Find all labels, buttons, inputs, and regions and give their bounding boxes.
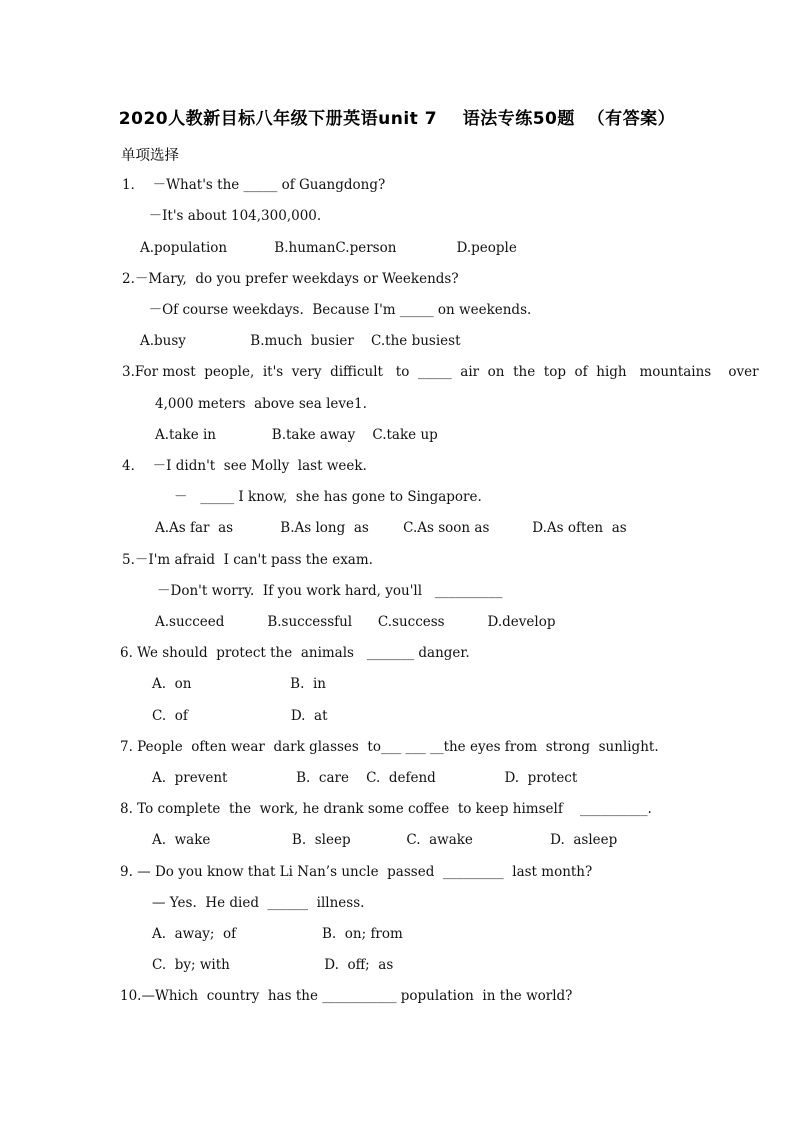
question-8-options: A. wake B. sleep C. awake D. asleep [152, 832, 618, 848]
question-8-stem: 8. To complete the work, he drank some coffee to keep himself __________. [120, 801, 652, 817]
question-5-answer-line: －Don't worry. If you work hard, you'll __________ [157, 583, 503, 599]
question-4-stem: 4． －I didn't see Molly last week. [122, 458, 367, 474]
question-1-options: A.population B.humanC.person D.people [140, 240, 517, 256]
question-9-options-row-2: C. by; with D. off; as [152, 957, 394, 973]
question-6-options-row-1: A. on B. in [152, 676, 326, 692]
question-6-stem: 6. We should protect the animals _______ danger. [120, 645, 470, 661]
question-5-options: A.succeed B.successful C.success D.develop [155, 614, 556, 630]
question-2-stem: 2.－Mary, do you prefer weekdays or Weekends? [122, 271, 459, 287]
question-2-answer-line: －Of course weekdays. Because I'm _____ on weekends. [140, 302, 532, 318]
question-3-options: A.take in B.take away C.take up [155, 427, 438, 443]
question-4-answer-line: － _____ I know, she has gone to Singapore. [174, 489, 482, 505]
question-3-stem: 3.For most people, it's very difficult to _____ air on the top of high mountains over [122, 364, 759, 380]
question-7-options: A. prevent B. care C. defend D. protect [152, 770, 578, 786]
question-2-options: A.busy B.much busier C.the busiest [140, 333, 461, 349]
question-3-stem-continued: 4,000 meters above sea leve1. [155, 396, 367, 412]
section-heading: 单项选择 [121, 148, 179, 164]
question-1-stem: 1． －What's the _____ of Guangdong? [122, 177, 386, 193]
question-1-answer-line: －It's about 104,300,000. [140, 208, 322, 224]
question-9-options-row-1: A. away; of B. on; from [152, 926, 403, 942]
question-10-stem: 10.—Which country has the ___________ population in the world? [120, 988, 573, 1004]
document-title: 2020人教新目标八年级下册英语unit 7 语法专练50题 （有答案） [118, 109, 676, 129]
question-9-stem: 9. — Do you know that Li Nan’s uncle passed _________ last month? [120, 864, 593, 880]
question-4-options: A.As far as B.As long as C.As soon as D.As often as [155, 520, 627, 536]
question-6-options-row-2: C. of D. at [152, 708, 328, 724]
question-9-answer-line: — Yes. He died ______ illness. [152, 895, 365, 911]
question-7-stem: 7. People often wear dark glasses to___ ___ __the eyes from strong sunlight. [120, 739, 659, 755]
question-5-stem: 5.－I'm afraid I can't pass the exam. [122, 552, 373, 568]
